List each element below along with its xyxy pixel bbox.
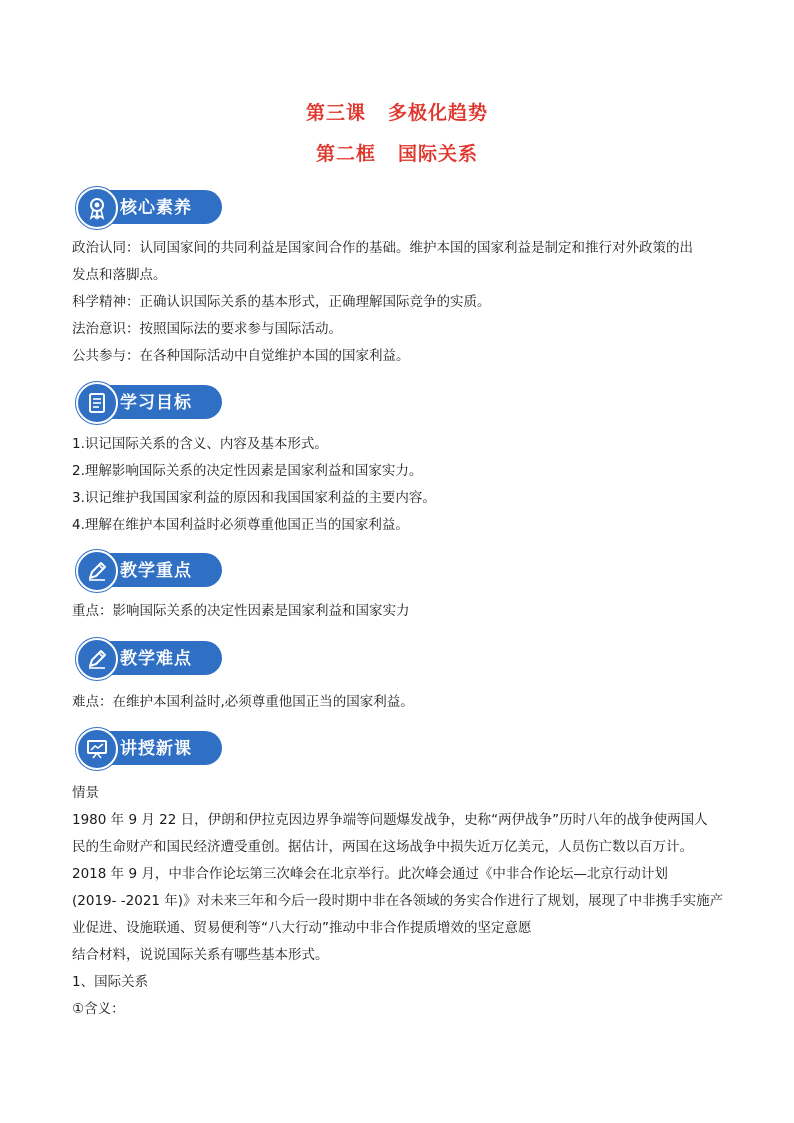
lesson-topic: 多极化趋势 <box>388 102 489 124</box>
goals-line-1: 1.识记国际关系的含义、内容及基本形式。 <box>72 436 328 452</box>
teach-line-7: 结合材料，说说国际关系有哪些基本形式。 <box>72 947 329 963</box>
teach-line-8: 1、国际关系 <box>72 974 149 990</box>
difficult-line-1: 难点：在维护本国利益时,必须尊重他国正当的国家利益。 <box>72 694 414 710</box>
lesson-number: 第三课 <box>305 102 366 124</box>
section-title: 核心素养 <box>120 198 192 218</box>
core-line-3: 科学精神：正确认识国际关系的基本形式，正确理解国际竞争的实质。 <box>72 294 491 310</box>
section-title: 教学难点 <box>120 649 192 669</box>
section-title: 讲授新课 <box>120 739 192 759</box>
goals-line-2: 2.理解影响国际关系的决定性因素是国家利益和国家实力。 <box>72 463 423 479</box>
frame-number: 第二框 <box>315 143 376 165</box>
key-line-1: 重点：影响国际关系的决定性因素是国家利益和国家实力 <box>72 603 410 619</box>
frame-topic: 国际关系 <box>398 143 479 165</box>
teach-line-4: 2018 年 9 月，中非合作论坛第三次峰会在北京举行。此次峰会通过《中非合作论坛—北京行动计划 <box>72 866 668 882</box>
core-line-4: 法治意识：按照国际法的要求参与国际活动。 <box>72 321 342 337</box>
teach-line-5: (2019- -2021 年)》对未来三年和今后一段时期中非在各领域的务实合作进行了规划，展现了中非携手实施产 <box>72 893 724 909</box>
teach-line-9: ①含义： <box>72 1001 125 1017</box>
presentation-icon <box>76 728 118 770</box>
teach-line-6: 业促进、设施联通、贸易便利等“八大行动”推动中非合作提质增效的坚定意愿 <box>72 920 532 936</box>
core-line-5: 公共参与：在各种国际活动中自觉维护本国的国家利益。 <box>72 348 410 364</box>
section-title: 教学重点 <box>120 561 192 581</box>
goals-line-3: 3.识记维护我国国家利益的原因和我国国家利益的主要内容。 <box>72 490 436 506</box>
goals-line-4: 4.理解在维护本国利益时必须尊重他国正当的国家利益。 <box>72 517 409 533</box>
checklist-icon <box>76 382 118 424</box>
section-header-core <box>76 187 256 227</box>
teach-line-1: 情景 <box>72 785 99 801</box>
section-title: 学习目标 <box>120 393 192 413</box>
section-header-goals <box>76 382 256 422</box>
core-line-2: 发点和落脚点。 <box>72 267 167 283</box>
pencil-icon <box>76 638 118 680</box>
section-header-teach <box>76 728 256 768</box>
section-header-key <box>76 550 256 590</box>
teach-line-3: 民的生命财产和国民经济遭受重创。据估计，两国在这场战争中损失近万亿美元，人员伤亡数以百万计。 <box>72 839 693 855</box>
badge-icon <box>76 187 118 229</box>
lesson-title <box>0 98 794 125</box>
frame-title <box>0 139 794 166</box>
section-header-difficult <box>76 638 256 678</box>
pencil-icon <box>76 550 118 592</box>
teach-line-2: 1980 年 9 月 22 日，伊朗和伊拉克因边界争端等问题爆发战争，史称“两伊战争”历时八年的战争使两国人 <box>72 812 708 828</box>
core-line-1: 政治认同：认同国家间的共同利益是国家间合作的基础。维护本国的国家利益是制定和推行对外政策的出 <box>72 240 693 256</box>
